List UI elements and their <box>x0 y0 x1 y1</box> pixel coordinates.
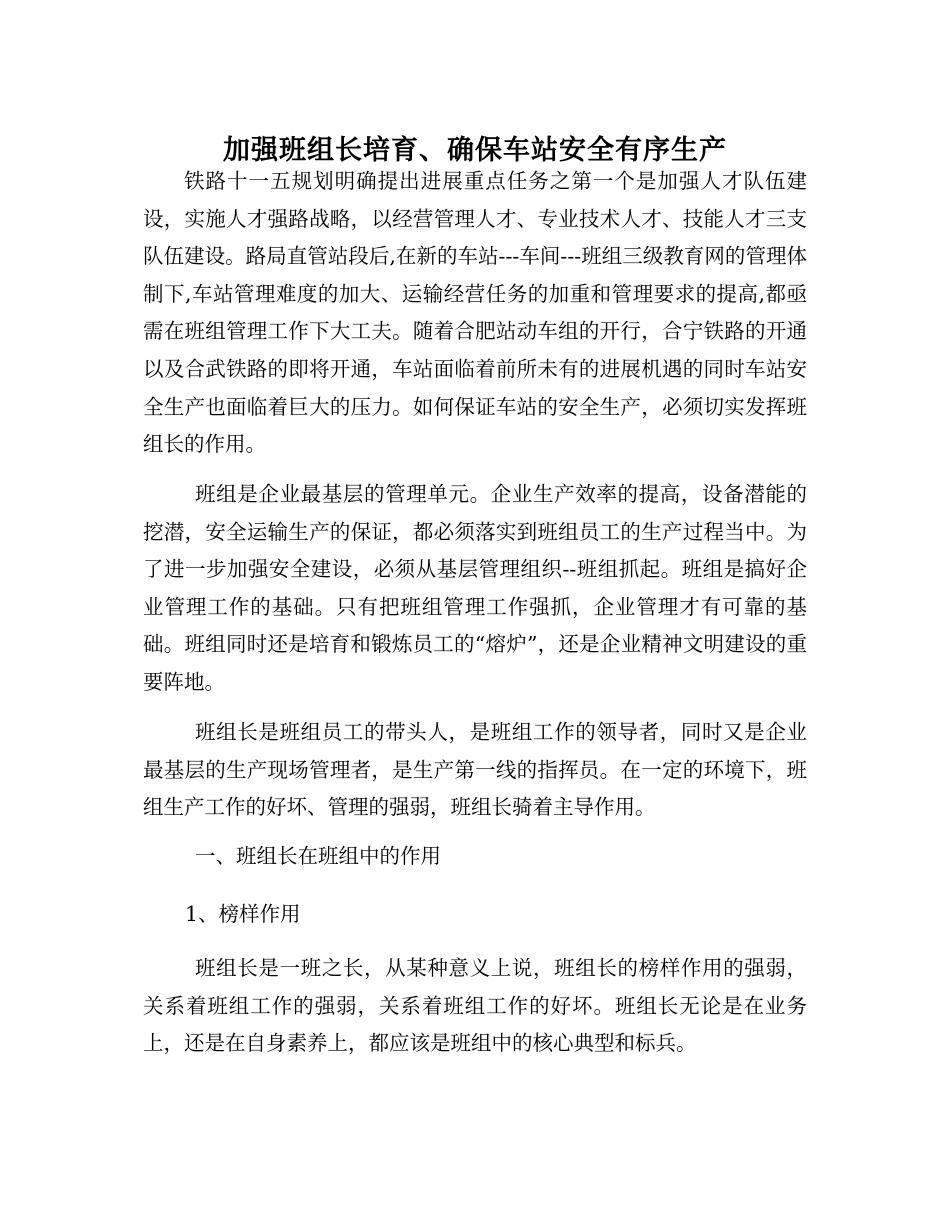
subsection-heading-1: 1、榜样作用 <box>185 902 301 926</box>
paragraph-team-unit: 班组是企业最基层的管理单元。企业生产效率的提高，设备潜能的挖潜，安全运输生产的保证，都必须落实到班组员工的生产过程当中。为了进一步加强安全建设，必须从基层管理组织--班组抓起。班组是搞好企业管理工作的基础。只有把班组管理工作强抓，企业管理才有可靠的基础。班组同时还是培育和锻炼员工的“熔炉”，还是企业精神文明建设的重要阵地。 <box>143 482 807 694</box>
section-heading-1: 一、班组长在班组中的作用 <box>195 844 441 868</box>
paragraph-team-leader: 班组长是班组员工的带头人，是班组工作的领导者，同时又是企业最基层的生产现场管理者，是生产第一线的指挥员。在一定的环境下，班组生产工作的好坏、管理的强弱，班组长骑着主导作用。 <box>143 720 807 820</box>
paragraph-intro: 铁路十一五规划明确提出进展重点任务之第一个是加强人才队伍建设，实施人才强路战略，以经营管理人才、专业技术人才、技能人才三支队伍建设。路局直管站段后,在新的车站---车间---班组三级教育网的管理体制下,车站管理难度的加大、运输经营任务的加重和管理要求的提高,都亟需在班组管理工作下大工夫。随着合肥站动车组的开行，合宁铁路的开通以及合武铁路的即将开通，车站面临着前所未有的进展机遇的同时车站安全生产也面临着巨大的压力。如何保证车站的安全生产，必须切实发挥班组长的作用。 <box>143 169 807 457</box>
document-title: 加强班组长培育、确保车站安全有序生产 <box>223 135 727 167</box>
paragraph-role-model: 班组长是一班之长，从某种意义上说，班组长的榜样作用的强弱，关系着班组工作的强弱，关系着班组工作的好坏。班组长无论是在业务上，还是在自身素养上，都应该是班组中的核心典型和标兵。 <box>143 956 807 1056</box>
